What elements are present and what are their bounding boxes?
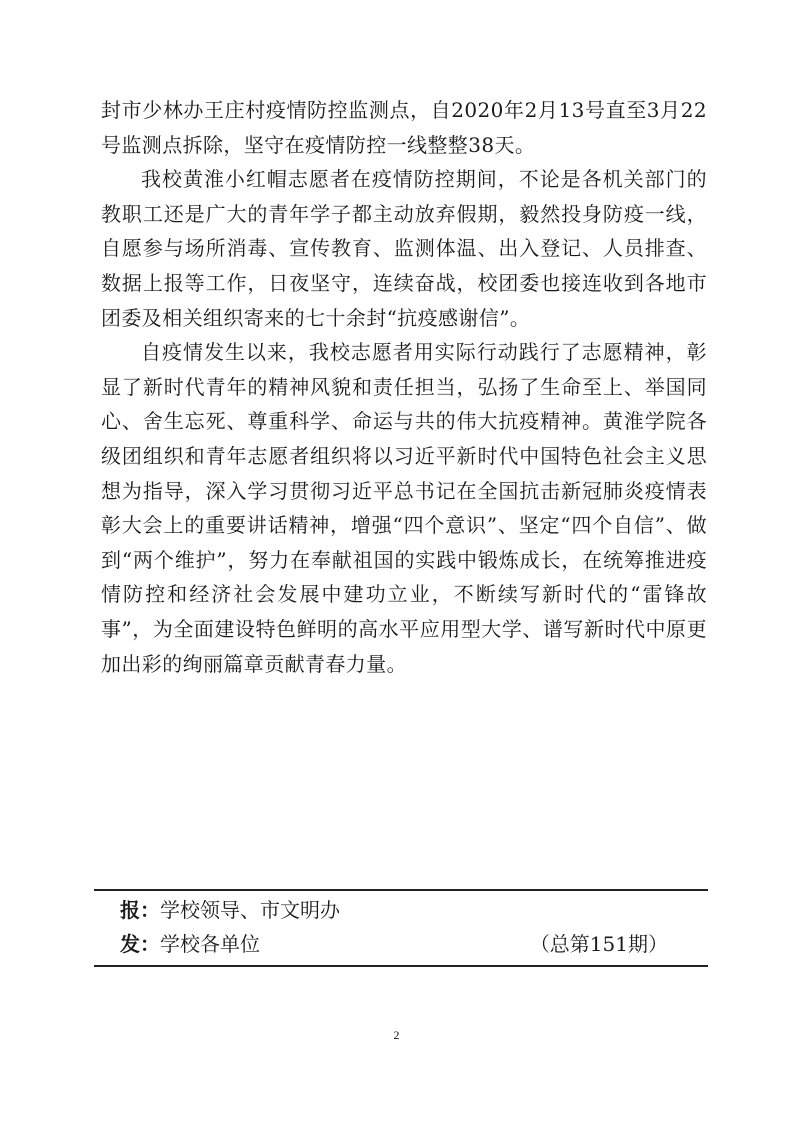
paragraph-conclusion: 自疫情发生以来，我校志愿者用实际行动践行了志愿精神，彰显了新时代青年的精神风貌和责任担当，弘扬了生命至上、举国同心、舍生忘死、尊重科学、命运与共的伟大抗疫精神。黄淮学院各级团组织和青年志愿者组织将以习近平新时代中国特色社会主义思想为指导，深入学习贯彻习近平总书记在全国抗击新冠肺炎疫情表彰大会上的重要讲话精神，增强“四个意识”、坚定“四个自信”、做到“两个维护”，努力在奉献祖国的实践中锻炼成长，在统筹推进疫情防控和经济社会发展中建功立业，不断续写新时代的“雷锋故事”，为全面建设特色鲜明的高水平应用型大学、谱写新时代中原更加出彩的绚丽篇章贡献青春力量。 [101,340,707,676]
issue-number: （总第151期） [529,932,668,956]
page-number: 2 [393,1028,400,1042]
footer-send-row [120,930,690,958]
footer-top-rule [94,889,708,891]
paragraph-continuation: 封市少林办王庄村疫情防控监测点，自2020年2月13号直至3月22号监测点拆除，坚守在疫情防控一线整整38天。 [101,98,707,157]
send-recipients: 学校各单位 [160,932,260,956]
report-recipients: 学校领导、市文明办 [160,898,340,922]
send-label: 发： [120,932,160,956]
footer-bottom-rule [94,965,708,967]
report-label: 报： [120,898,160,922]
footer-report-row [120,896,690,924]
paragraph-volunteers: 我校黄淮小红帽志愿者在疫情防控期间，不论是各机关部门的教职工还是广大的青年学子都主动放弃假期，毅然投身防疫一线，自愿参与场所消毒、宣传教育、监测体温、出入登记、人员排查、数据上报等工作，日夜坚守，连续奋战，校团委也接连收到各地市团委及相关组织寄来的七十余封“抗疫感谢信”。 [101,167,707,330]
article-body [101,93,707,681]
